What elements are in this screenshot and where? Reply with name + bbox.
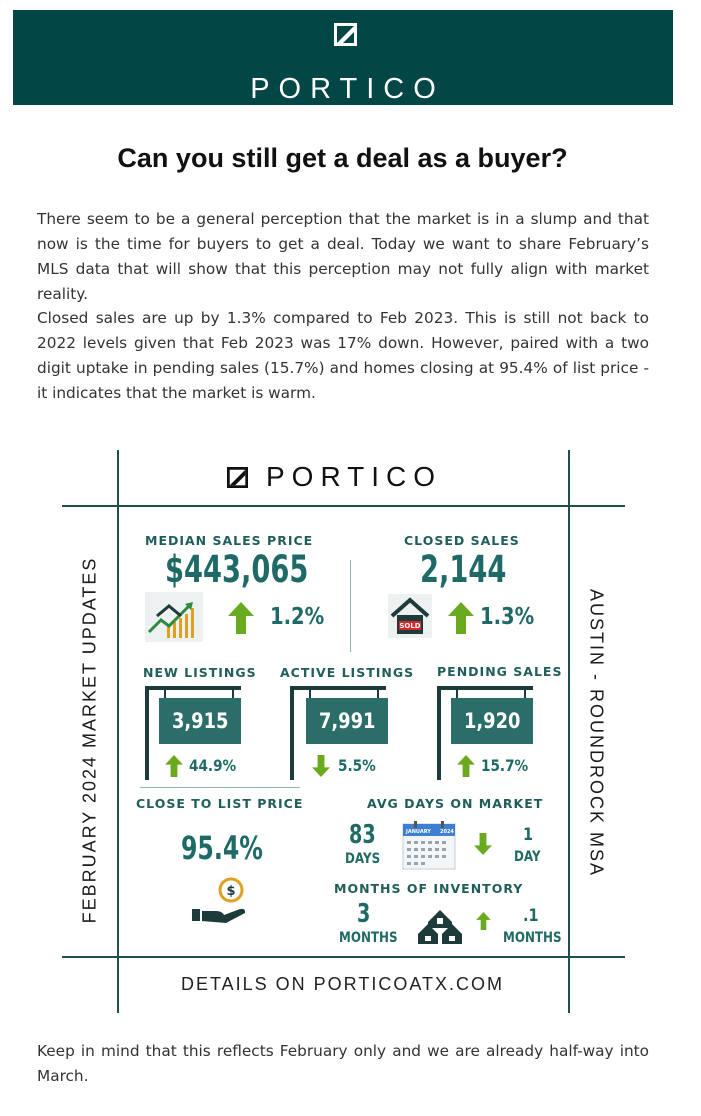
active-listings-label: ACTIVE LISTINGS (280, 665, 415, 680)
months-inventory-change-unit: MONTHS (503, 930, 562, 946)
arrow-up-icon (476, 912, 491, 930)
calendar-icon (402, 820, 456, 870)
avg-days-label: AVG DAYS ON MARKET (367, 796, 544, 811)
svg-text:$: $ (226, 884, 236, 899)
frame-line-top (62, 505, 625, 507)
new-listings-value: 3,915 (159, 698, 241, 744)
frame-line-left (117, 450, 119, 1013)
months-inventory-change-value: .1 (523, 906, 539, 926)
arrow-up-icon (448, 602, 474, 634)
portico-logo-icon (334, 23, 357, 46)
page-title: Can you still get a deal as a buyer? (117, 143, 568, 173)
median-sales-price-value: $443,065 (165, 548, 309, 591)
houses-icon (418, 906, 462, 944)
avg-days-change-unit: DAY (514, 849, 541, 865)
arrow-down-icon (474, 833, 492, 855)
closed-sales-change: 1.3% (480, 604, 535, 630)
close-to-list-value: 95.4% (181, 829, 263, 867)
months-inventory-value: 3 (357, 899, 371, 929)
arrow-down-icon (312, 755, 330, 777)
closed-sales-label: CLOSED SALES (404, 533, 520, 548)
brand-name: PORTICO (250, 73, 445, 105)
active-listings-change: 5.5% (338, 756, 376, 775)
pending-sales-change: 15.7% (481, 756, 529, 775)
header-banner (13, 10, 673, 105)
divider-horizontal (140, 787, 300, 788)
analysis-paragraph: Closed sales are up by 1.3% compared to Feb 2023. This is still not back to 2022 levels given that Feb 2023 was 17% down. However, paired with a two digit uptake in pending sales (15.7%) and homes closing at 95.4% of list price - it indicates that the market is warm. (37, 309, 649, 402)
arrow-up-icon (228, 602, 254, 634)
infographic-brand (227, 462, 442, 492)
divider-vertical (350, 560, 351, 652)
calendar-year: 2024 (440, 829, 454, 835)
avg-days-change-value: 1 (523, 825, 534, 845)
avg-days-value: 83 (349, 820, 376, 850)
calendar-month: JANUARY (406, 829, 431, 835)
new-listings-change: 44.9% (189, 756, 237, 775)
months-inventory-label: MONTHS OF INVENTORY (334, 881, 524, 896)
sold-sign: SOLD (399, 622, 421, 630)
median-sales-price-label: MEDIAN SALES PRICE (145, 533, 314, 548)
sold-house-icon (388, 594, 432, 638)
arrow-up-icon (165, 755, 183, 777)
frame-line-right (568, 450, 570, 1013)
closing-paragraph: Keep in mind that this reflects February only and we are already half-way into March. (37, 1042, 649, 1085)
pending-sales-value: 1,920 (451, 698, 533, 744)
rising-house-chart-icon (145, 592, 203, 642)
close-to-list-label: CLOSE TO LIST PRICE (136, 796, 304, 811)
months-inventory-unit: MONTHS (339, 930, 398, 946)
median-sales-price-change: 1.2% (270, 604, 325, 630)
active-listings-value: 7,991 (306, 698, 388, 744)
closed-sales-value: 2,144 (420, 548, 507, 591)
portico-logo-icon (227, 467, 248, 488)
new-listings-label: NEW LISTINGS (143, 665, 257, 680)
frame-line-bottom (62, 956, 625, 958)
market-update-infographic: PORTICO FEBRUARY 2024 MARKET UPDATES AUSTIN - ROUNDROCK MSA MEDIAN SALES PRICE $443,065 1.2% CLOSED SALES 2,144 SOLD 1.3% NEW LISTINGS 3,915 44.9% ACTIVE LISTINGS 7,991 5.5% PENDING SALES 1,920 15.7% CLOSE TO LIST PRICE 95.4% $ AVG DAYS ON MARKET 83 DAYS JANUARY 2024 1 DAY MONTHS OF INVENTORY 3 MONTHS .1 MONTHS DETAILS ON PORTICOATX.COM (0, 440, 701, 1020)
arrow-up-icon (457, 755, 475, 777)
infographic-brand-name: PORTICO (266, 461, 443, 492)
hand-coin-icon (190, 877, 250, 925)
avg-days-unit: DAYS (345, 851, 381, 867)
details-link[interactable]: DETAILS ON PORTICOATX.COM (180, 974, 505, 994)
pending-sales-label: PENDING SALES (437, 664, 563, 679)
intro-paragraph: There seem to be a general perception that the market is in a slump and that now is the time for buyers to get a deal. Today we want to share February’s MLS data that will show that this perception may not fully align with market reality. (37, 210, 649, 303)
